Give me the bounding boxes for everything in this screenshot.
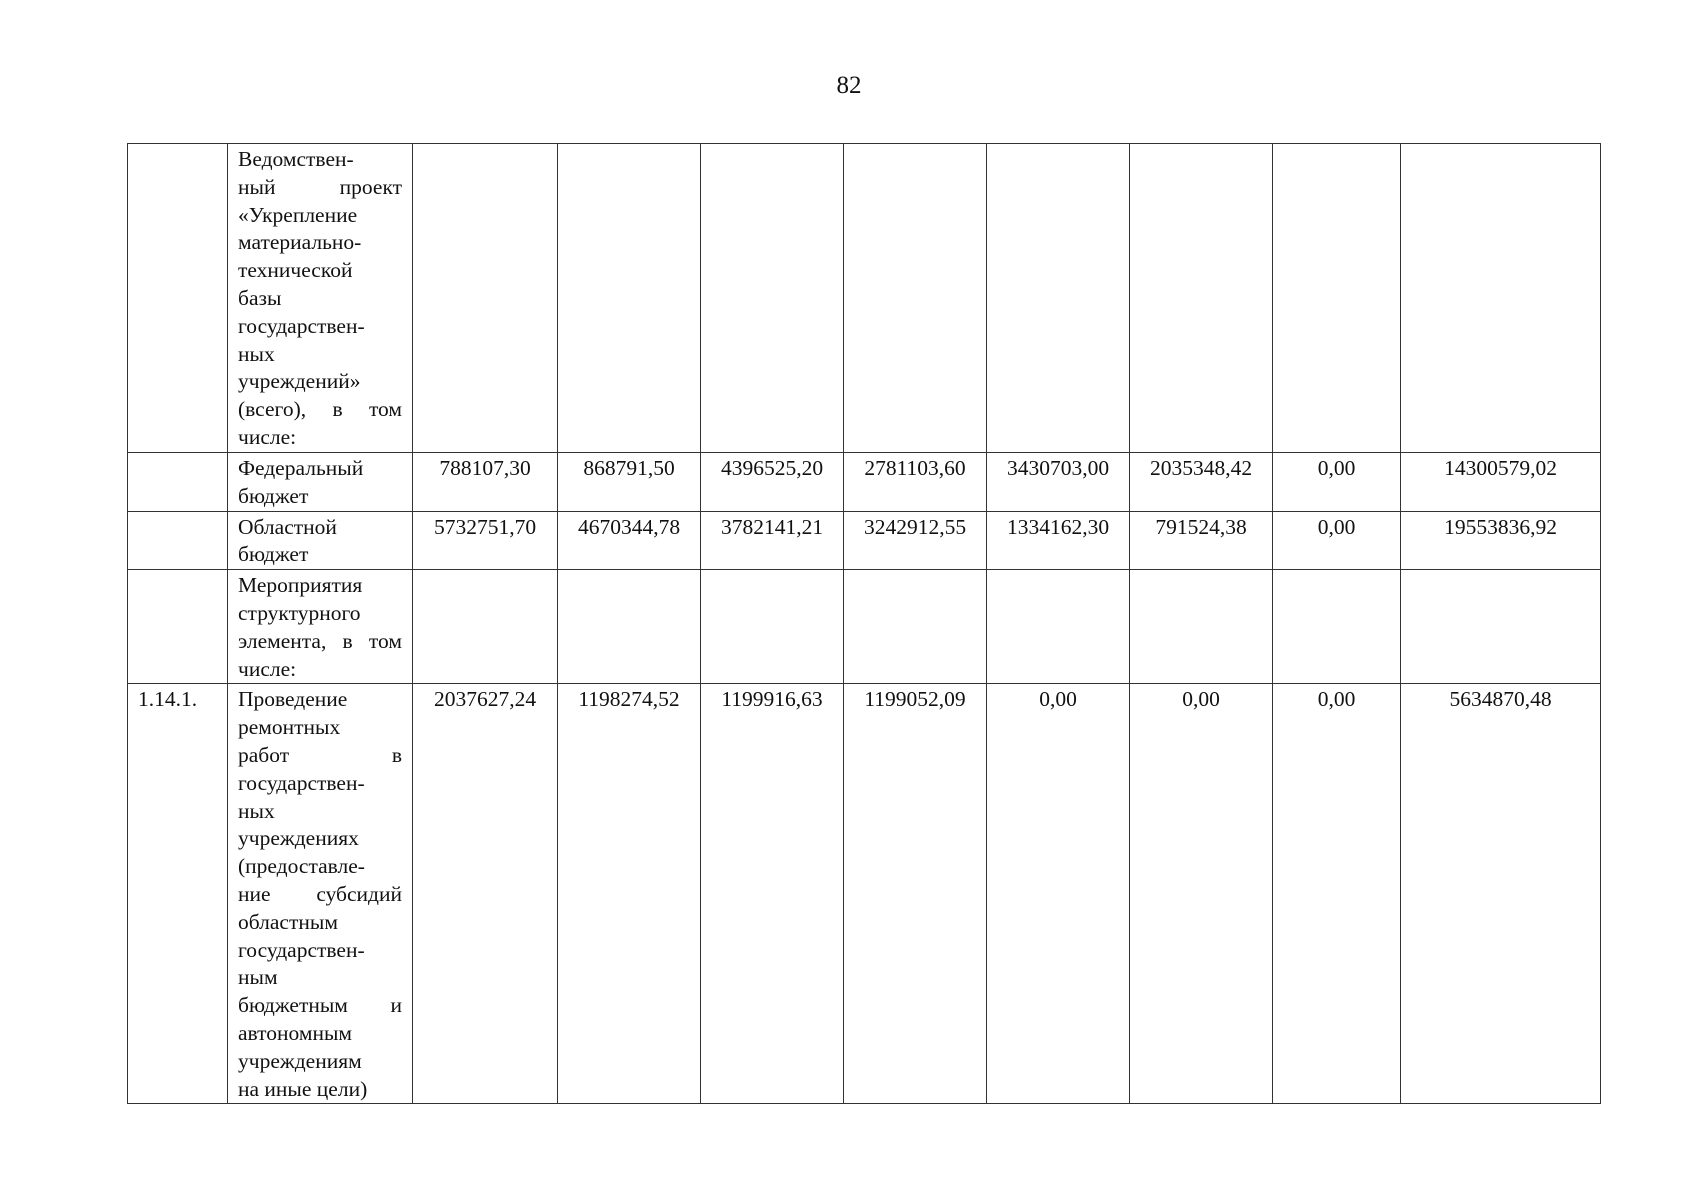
description-line: (всего), в том: [238, 397, 402, 422]
row-description-cell: [228, 684, 413, 1104]
row-code-cell: [128, 570, 228, 684]
row-description-cell: [228, 511, 413, 570]
value-cell: 791524,38: [1130, 511, 1273, 570]
table-row: [128, 684, 1601, 1104]
value-cell: [1401, 144, 1601, 453]
value-cell: [1130, 144, 1273, 453]
value-cell: [1273, 570, 1401, 684]
description-line: ние субсидий: [238, 881, 402, 906]
value-cell: [413, 144, 558, 453]
description-line: структурного: [238, 600, 361, 625]
description-line: ным: [238, 965, 278, 990]
value-cell: 0,00: [1273, 453, 1401, 512]
value-cell: 0,00: [987, 684, 1130, 1104]
description-line: материально-: [238, 230, 362, 255]
description-line: ных: [238, 341, 275, 366]
description-line: бюджет: [238, 483, 309, 508]
value-cell: 788107,30: [413, 453, 558, 512]
description-line: ный проект: [238, 174, 402, 199]
row-code-cell: [128, 144, 228, 453]
table-row: [128, 511, 1601, 570]
value-cell: 3242912,55: [844, 511, 987, 570]
description-line: Ведомствен-: [238, 147, 354, 171]
description-line: «Укрепление: [238, 202, 358, 227]
description-line: работ в: [238, 742, 402, 767]
description-line: на иные цели): [238, 1076, 368, 1101]
description-line: Областной: [238, 514, 337, 539]
description-line: государствен-: [238, 770, 365, 795]
value-cell: 1199916,63: [701, 684, 844, 1104]
value-cell: 1198274,52: [558, 684, 701, 1104]
value-cell: [558, 144, 701, 453]
value-cell: [1273, 144, 1401, 453]
value-cell: [413, 570, 558, 684]
value-cell: 0,00: [1273, 684, 1401, 1104]
description-line: Федеральный: [238, 456, 364, 480]
value-cell: 2035348,42: [1130, 453, 1273, 512]
value-cell: 868791,50: [558, 453, 701, 512]
value-cell: [1401, 570, 1601, 684]
row-description-cell: [228, 144, 413, 453]
description-line: технической: [238, 258, 353, 283]
table-row: [128, 144, 1601, 453]
value-cell: 5732751,70: [413, 511, 558, 570]
description-line: ных: [238, 798, 275, 823]
description-line: ремонтных: [238, 715, 341, 740]
row-description-cell: [228, 570, 413, 684]
value-cell: 2781103,60: [844, 453, 987, 512]
value-cell: [558, 570, 701, 684]
value-cell: 0,00: [1130, 684, 1273, 1104]
table-row: [128, 453, 1601, 512]
value-cell: [987, 570, 1130, 684]
description-line: бюджетным и: [238, 993, 402, 1018]
row-code-cell: 1.14.1.: [128, 684, 228, 1104]
value-cell: 4396525,20: [701, 453, 844, 512]
value-cell: 0,00: [1273, 511, 1401, 570]
value-cell: 3782141,21: [701, 511, 844, 570]
value-cell: 14300579,02: [1401, 453, 1601, 512]
description-line: базы: [238, 285, 282, 310]
description-line: автономным: [238, 1020, 353, 1045]
description-line: Проведение: [238, 687, 348, 712]
description-line: элемента, в том: [238, 628, 402, 653]
row-description-cell: [228, 453, 413, 512]
value-cell: 1334162,30: [987, 511, 1130, 570]
description-line: государствен-: [238, 937, 365, 962]
value-cell: [701, 144, 844, 453]
value-cell: 4670344,78: [558, 511, 701, 570]
description-line: (предоставле-: [238, 854, 365, 879]
description-line: Мероприятия: [238, 573, 363, 598]
description-line: учреждений»: [238, 369, 361, 394]
description-line: учреждениям: [238, 1048, 362, 1073]
value-cell: [987, 144, 1130, 453]
description-line: учреждениях: [238, 826, 359, 851]
row-code-cell: [128, 511, 228, 570]
value-cell: [1130, 570, 1273, 684]
description-line: бюджет: [238, 542, 309, 567]
page-number: 82: [836, 72, 862, 99]
value-cell: 3430703,00: [987, 453, 1130, 512]
budget-table: [127, 143, 1601, 1104]
table-row: [128, 570, 1601, 684]
value-cell: [844, 144, 987, 453]
row-code-cell: [128, 453, 228, 512]
description-line: областным: [238, 909, 338, 934]
value-cell: [844, 570, 987, 684]
description-line: государствен-: [238, 313, 365, 338]
value-cell: 5634870,48: [1401, 684, 1601, 1104]
value-cell: 1199052,09: [844, 684, 987, 1104]
value-cell: [701, 570, 844, 684]
description-line: числе:: [238, 424, 297, 449]
description-line: числе:: [238, 656, 297, 681]
value-cell: 2037627,24: [413, 684, 558, 1104]
value-cell: 19553836,92: [1401, 511, 1601, 570]
